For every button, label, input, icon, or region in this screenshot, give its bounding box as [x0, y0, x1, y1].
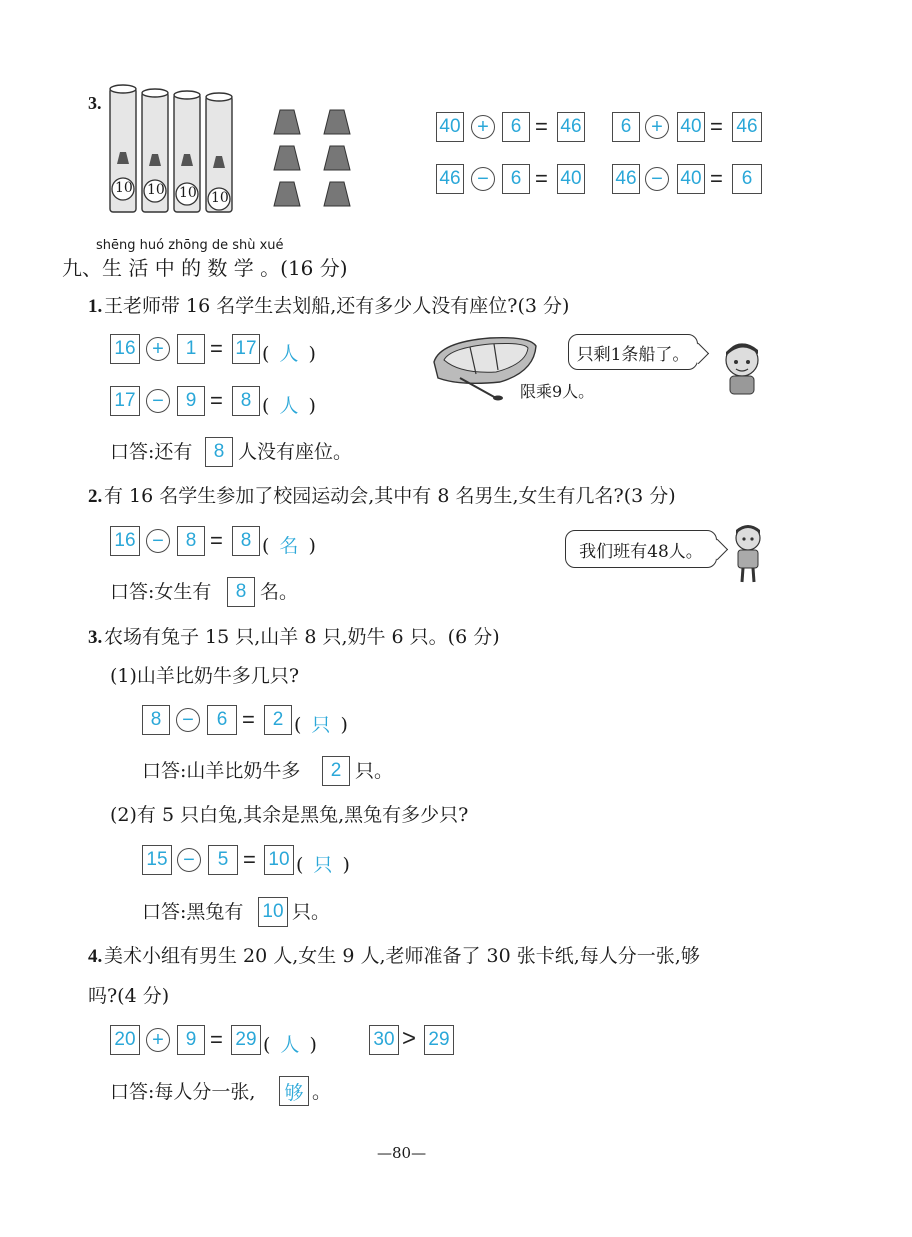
unit-answer[interactable]: 只	[311, 714, 331, 736]
answer-prefix: 口答:女生有	[110, 581, 212, 603]
answer-box[interactable]: 40	[436, 112, 464, 142]
minus-operator[interactable]: −	[146, 389, 170, 413]
boy-character-icon	[726, 522, 772, 586]
problem-number: 3.	[88, 627, 103, 648]
minus-operator[interactable]: −	[471, 167, 495, 191]
equals-sign: =	[710, 166, 723, 191]
section-heading: 九、生 活 中 的 数 学 。(16 分)	[62, 256, 348, 280]
problem-text: 王老师带 16 名学生去划船,还有多少人没有座位?(3 分)	[104, 295, 570, 317]
close-paren: )	[340, 714, 348, 736]
greater-than-sign[interactable]: >	[402, 1025, 417, 1052]
answer-box[interactable]: 9	[177, 1025, 205, 1055]
answer-box[interactable]: 6	[502, 112, 530, 142]
open-paren: (	[262, 395, 270, 417]
unit-answer[interactable]: 人	[279, 395, 299, 417]
answer-box[interactable]: 5	[208, 845, 238, 875]
answer-box[interactable]: 8	[227, 577, 255, 607]
answer-box[interactable]: 46	[732, 112, 762, 142]
tube-label: 10	[179, 185, 197, 201]
answer-box[interactable]: 8	[205, 437, 233, 467]
sub-question: (1)山羊比奶牛多几只?	[110, 665, 300, 687]
problem-text: 农场有兔子 15 只,山羊 8 只,奶牛 6 只。(6 分)	[104, 626, 500, 648]
answer-prefix: 口答:山羊比奶牛多	[142, 760, 301, 782]
answer-box[interactable]: 29	[231, 1025, 261, 1055]
unit-parentheses	[294, 710, 348, 737]
answer-box[interactable]: 1	[177, 334, 205, 364]
unit-answer[interactable]: 只	[313, 854, 333, 876]
minus-operator[interactable]: −	[176, 708, 200, 732]
answer-box[interactable]: 6	[612, 112, 640, 142]
answer-box[interactable]: 40	[557, 164, 585, 194]
answer-box[interactable]: 30	[369, 1025, 399, 1055]
speech-bubble	[568, 334, 698, 370]
answer-box[interactable]: 8	[232, 386, 260, 416]
unit-answer[interactable]: 名	[279, 535, 299, 557]
answer-box[interactable]: 17	[110, 386, 140, 416]
problem-text: 美术小组有男生 20 人,女生 9 人,老师准备了 30 张卡纸,每人分一张,够	[104, 945, 700, 967]
answer-box[interactable]: 16	[110, 334, 140, 364]
equals-sign: =	[210, 528, 223, 553]
plus-operator[interactable]: +	[146, 337, 170, 361]
speech-bubble	[565, 530, 717, 568]
boy-character-icon	[712, 336, 772, 396]
equals-sign: =	[210, 388, 223, 413]
answer-suffix: 只。	[292, 901, 331, 923]
answer-box[interactable]: 8	[177, 526, 205, 556]
problem-number: 2.	[88, 486, 103, 507]
equals-sign: =	[535, 166, 548, 191]
answer-box[interactable]: 17	[232, 334, 260, 364]
equals-sign: =	[210, 336, 223, 361]
answer-box[interactable]: 46	[557, 112, 585, 142]
open-paren: (	[294, 714, 302, 736]
tube-label: 10	[211, 190, 229, 206]
tube-label: 10	[115, 180, 133, 196]
close-paren: )	[308, 535, 316, 557]
problem-number: 4.	[88, 946, 103, 967]
answer-box[interactable]: 6	[502, 164, 530, 194]
answer-prefix: 口答:还有	[110, 441, 193, 463]
problem-text-continued: 吗?(4 分)	[88, 985, 170, 1007]
answer-box[interactable]: 6	[207, 705, 237, 735]
minus-operator[interactable]: −	[177, 848, 201, 872]
answer-box[interactable]: 46	[612, 164, 640, 194]
answer-box[interactable]: 2	[264, 705, 292, 735]
section-pinyin: shēng huó zhōng de shù xué	[96, 238, 284, 253]
answer-box[interactable]: 8	[232, 526, 260, 556]
close-paren: )	[342, 854, 350, 876]
open-paren: (	[296, 854, 304, 876]
sub-question: (2)有 5 只白兔,其余是黑兔,黑兔有多少只?	[110, 804, 469, 826]
plus-operator[interactable]: +	[645, 115, 669, 139]
open-paren: (	[262, 343, 270, 365]
answer-box[interactable]: 46	[436, 164, 464, 194]
answer-box[interactable]: 16	[110, 526, 140, 556]
answer-box[interactable]: 6	[732, 164, 762, 194]
answer-box[interactable]: 够	[279, 1076, 309, 1106]
answer-box[interactable]: 40	[677, 112, 705, 142]
close-paren: )	[308, 343, 316, 365]
tube-label: 10	[147, 182, 165, 198]
minus-operator[interactable]: −	[645, 167, 669, 191]
minus-operator[interactable]: −	[146, 529, 170, 553]
answer-box[interactable]: 9	[177, 386, 205, 416]
plus-operator[interactable]: +	[146, 1028, 170, 1052]
boat-caption: 限乘9人。	[520, 382, 595, 401]
answer-box[interactable]: 20	[110, 1025, 140, 1055]
answer-box[interactable]: 2	[322, 756, 350, 786]
close-paren: )	[308, 395, 316, 417]
answer-box[interactable]: 40	[677, 164, 705, 194]
page-number: —80—	[377, 1144, 427, 1162]
answer-suffix: 名。	[260, 581, 299, 603]
unit-parentheses	[296, 850, 350, 877]
answer-prefix: 口答:每人分一张,	[110, 1081, 256, 1103]
problem-number: 1.	[88, 296, 103, 317]
answer-suffix: 。	[312, 1081, 332, 1103]
equals-sign: =	[710, 114, 723, 139]
answer-box[interactable]: 10	[258, 897, 288, 927]
answer-suffix: 只。	[355, 760, 394, 782]
question-number: 3.	[88, 93, 102, 113]
open-paren: (	[262, 535, 270, 557]
speech-bubble-text: 我们班有48人。	[579, 541, 703, 562]
answer-prefix: 口答:黑兔有	[142, 901, 244, 923]
equals-sign: =	[242, 707, 255, 732]
answer-box[interactable]: 29	[424, 1025, 454, 1055]
open-paren: (	[263, 1034, 271, 1056]
shuttlecocks-illustration	[266, 104, 366, 212]
answer-box[interactable]: 10	[264, 845, 294, 875]
answer-suffix: 人没有座位。	[238, 441, 353, 463]
problem-text: 有 16 名学生参加了校园运动会,其中有 8 名男生,女生有几名?(3 分)	[104, 485, 676, 507]
unit-parentheses	[262, 339, 316, 366]
answer-box[interactable]: 15	[142, 845, 172, 875]
close-paren: )	[309, 1034, 317, 1056]
unit-answer[interactable]: 人	[279, 343, 299, 365]
unit-parentheses	[262, 391, 316, 418]
unit-parentheses	[262, 531, 316, 558]
unit-parentheses	[263, 1030, 317, 1057]
speech-bubble-text: 只剩1条船了。	[576, 344, 690, 365]
equals-sign: =	[210, 1027, 223, 1052]
answer-box[interactable]: 8	[142, 705, 170, 735]
plus-operator[interactable]: +	[471, 115, 495, 139]
equals-sign: =	[243, 847, 256, 872]
unit-answer[interactable]: 人	[280, 1034, 300, 1056]
equals-sign: =	[535, 114, 548, 139]
